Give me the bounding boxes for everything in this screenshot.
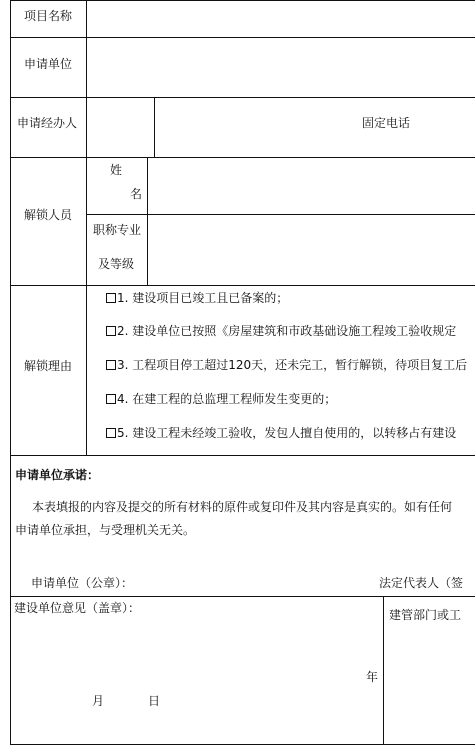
month-label: 月 xyxy=(92,694,105,708)
column-divider xyxy=(154,97,155,157)
commitment-title: 申请单位承诺： xyxy=(15,468,100,482)
day-label: 日 xyxy=(148,694,161,708)
row-divider xyxy=(10,455,475,456)
year-label: 年 xyxy=(366,670,379,684)
row-divider xyxy=(86,214,475,215)
table-border-bottom xyxy=(10,744,475,745)
table-border-left xyxy=(10,0,11,745)
checkbox-icon[interactable] xyxy=(106,394,116,404)
checkbox-icon[interactable] xyxy=(106,360,116,370)
reason-item-4[interactable]: 4. 在建工程的总监理工程师发生变更的； xyxy=(106,393,336,405)
checkbox-icon[interactable] xyxy=(106,293,116,303)
row-divider xyxy=(10,596,475,597)
project-name-label: 项目名称 xyxy=(24,9,73,23)
title-label-line1: 职称专业 xyxy=(93,223,142,237)
row-divider xyxy=(10,97,475,98)
reason-item-3[interactable]: 3. 工程项目停工超过120天，还未完工，暂行解锁，待项目复工后 xyxy=(106,359,467,371)
checkbox-icon[interactable] xyxy=(106,326,116,336)
title-label-line2: 及等级 xyxy=(98,257,135,271)
commitment-text-line2: 申请单位承担，与受理机关无关。 xyxy=(15,523,196,537)
row-divider xyxy=(10,157,475,158)
reason-label: 解锁理由 xyxy=(24,359,73,373)
builder-opinion-label: 建设单位意见（盖章）： xyxy=(14,601,141,615)
reason-item-2[interactable]: 2. 建设单位已按照《房屋建筑和市政基础设施工程竣工验收规定 xyxy=(106,325,456,337)
handler-label: 申请经办人 xyxy=(17,116,78,130)
column-divider xyxy=(86,0,87,455)
name-label-part2: 名 xyxy=(130,187,143,201)
checkbox-icon[interactable] xyxy=(106,428,116,438)
row-divider xyxy=(10,37,475,38)
fixed-phone-label: 固定电话 xyxy=(362,116,411,130)
applicant-seal-label: 申请单位（公章）： xyxy=(31,576,134,590)
column-divider xyxy=(383,596,384,745)
row-divider xyxy=(10,0,475,1)
name-label-part1: 姓 xyxy=(110,163,123,177)
authority-label: 建管部门或工 xyxy=(389,608,462,622)
column-divider xyxy=(147,157,148,285)
legal-rep-label: 法定代表人（签 xyxy=(379,576,464,590)
row-divider xyxy=(10,285,475,286)
applicant-unit-label: 申请单位 xyxy=(24,57,73,71)
reason-item-5[interactable]: 5. 建设工程未经竣工验收，发包人擅自使用的，以转移占有建设 xyxy=(106,427,456,439)
reason-item-1[interactable]: 1. 建设项目已竣工且已备案的； xyxy=(106,292,288,304)
commitment-text-line1: 本表填报的内容及提交的所有材料的原件或复印件及其内容是真实的。如有任何 xyxy=(32,500,453,514)
unlock-person-label: 解锁人员 xyxy=(24,208,73,222)
